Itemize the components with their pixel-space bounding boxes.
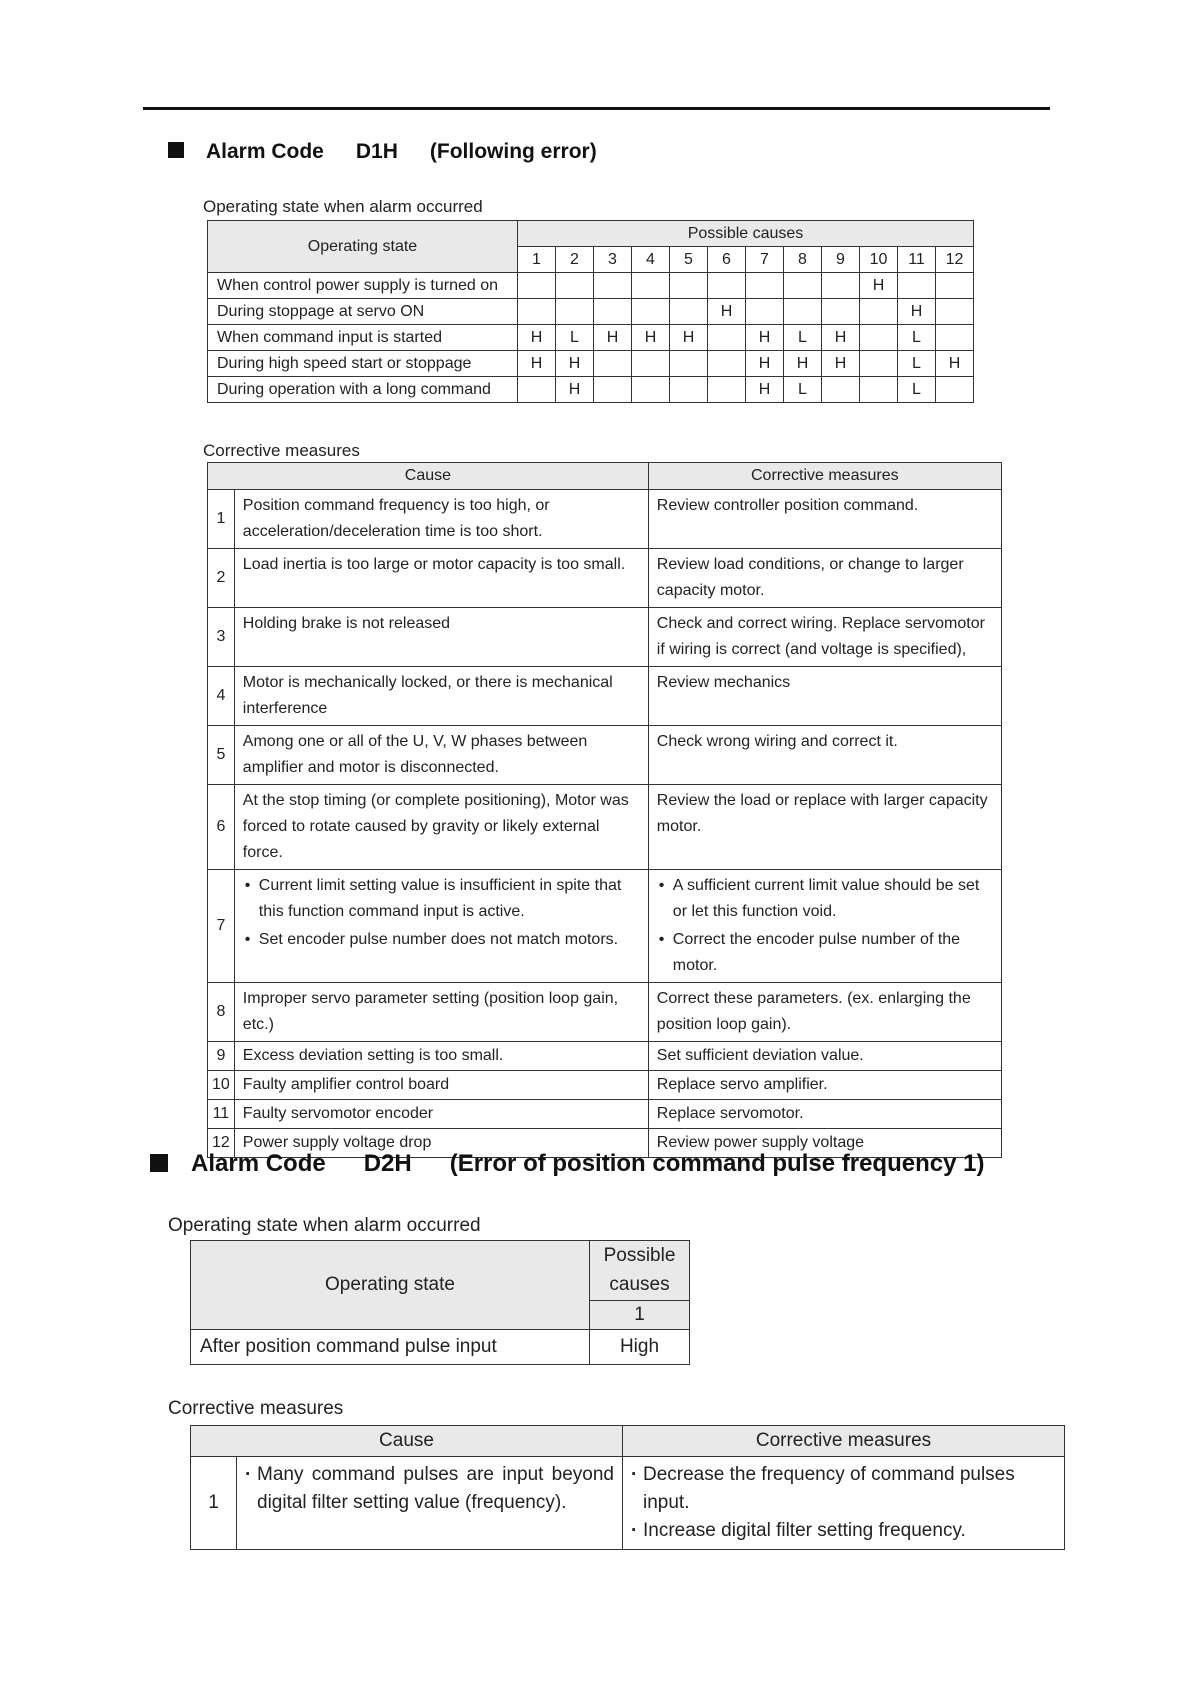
cause-cell: [234, 785, 648, 870]
cause-cell: H: [746, 351, 784, 377]
cause-cell: [556, 273, 594, 299]
cause-cell: H: [898, 299, 936, 325]
cause-cell: [594, 273, 632, 299]
row-number: 4: [208, 667, 235, 726]
cause-cell: H: [746, 377, 784, 403]
cell-text: Review controller position command.: [656, 497, 919, 514]
cause-cell: [936, 299, 974, 325]
top-rule: [143, 107, 1050, 110]
cell-text: Faulty amplifier control board: [242, 1076, 450, 1093]
row-number: 6: [208, 785, 235, 870]
cell-text: Review mechanics: [656, 674, 791, 691]
cause-cell: [898, 273, 936, 299]
d2h-desc: (Error of position command pulse frequency 1): [449, 1150, 985, 1177]
cause-cell: [936, 273, 974, 299]
cell-text: Check and correct wiring. Replace servomotor if wiring is correct (and voltage is specified),: [656, 615, 985, 658]
measure-cell: [648, 667, 1001, 726]
cause-cell: L: [784, 377, 822, 403]
row-number: 3: [208, 608, 235, 667]
d2h-op-caption: Operating state when alarm occurred: [168, 1215, 481, 1236]
table-row: [208, 667, 1002, 726]
cause-cell: H: [518, 351, 556, 377]
cause-cell: [670, 377, 708, 403]
cause-cell: [234, 1100, 648, 1129]
d2h-row-state: After position command pulse input: [191, 1330, 590, 1365]
causes-header: Possible causes: [518, 221, 974, 247]
cause-cell: [234, 1071, 648, 1100]
cause-number-4: 4: [632, 247, 670, 273]
cause-cell: [670, 273, 708, 299]
cell-text: Review the load or replace with larger capacity motor.: [656, 792, 988, 835]
cause-cell: [632, 377, 670, 403]
cell-text: Set sufficient deviation value.: [656, 1047, 864, 1064]
cell-text: Among one or all of the U, V, W phases between amplifier and motor is disconnected.: [242, 733, 588, 776]
cell-text: Review load conditions, or change to larger capacity motor.: [656, 556, 964, 599]
cause-cell: [234, 549, 648, 608]
cause-cell: [556, 299, 594, 325]
operating-state-label: When control power supply is turned on: [208, 273, 518, 299]
d2h-measures-header: Corrective measures: [623, 1426, 1065, 1457]
d2h-label: Alarm Code: [191, 1150, 326, 1177]
cause-cell: H: [784, 351, 822, 377]
cause-number-7: 7: [746, 247, 784, 273]
d2h-heading: [150, 1150, 984, 1178]
table-row: [208, 870, 1002, 983]
row-number: 12: [208, 1129, 235, 1158]
measure-cell: [648, 1042, 1001, 1071]
table-row: [208, 299, 974, 325]
d1h-op-caption: Operating state when alarm occurred: [203, 197, 483, 216]
cause-header: Cause: [208, 463, 649, 490]
row-number: 11: [208, 1100, 235, 1129]
measure-cell: [648, 1100, 1001, 1129]
measure-cell: [648, 983, 1001, 1042]
table-row: [208, 608, 1002, 667]
d2h-causes-header-1: Possible: [603, 1245, 676, 1267]
measure-cell: [648, 870, 1001, 983]
cause-cell: [234, 490, 648, 549]
operating-state-label: During operation with a long command: [208, 377, 518, 403]
cause-cell: H: [822, 351, 860, 377]
cell-text: Review power supply voltage: [656, 1134, 865, 1151]
row-number: 5: [208, 726, 235, 785]
cause-cell: [234, 983, 648, 1042]
table-row: [208, 351, 974, 377]
row-number: 1: [208, 490, 235, 549]
table-row: [208, 1100, 1002, 1129]
cause-cell: L: [898, 351, 936, 377]
cause-number-10: 10: [860, 247, 898, 273]
cause-cell: H: [556, 351, 594, 377]
cause-cell: L: [556, 325, 594, 351]
d1h-heading: [168, 140, 597, 164]
d2h-cause-line2: digital filter setting value (frequency).: [257, 1492, 567, 1513]
cause-cell: [234, 667, 648, 726]
cause-cell: [594, 299, 632, 325]
cause-number-12: 12: [936, 247, 974, 273]
cause-cell: [860, 325, 898, 351]
cause-cell: L: [784, 325, 822, 351]
cause-cell: H: [556, 377, 594, 403]
cause-cell: [860, 351, 898, 377]
cause-cell: [746, 273, 784, 299]
cause-cell: H: [594, 325, 632, 351]
cause-number-6: 6: [708, 247, 746, 273]
measure-cell: [648, 785, 1001, 870]
cause-cell: [632, 299, 670, 325]
cause-cell: [708, 377, 746, 403]
d2h-measure-cell: [623, 1457, 1065, 1550]
cell-text: Improper servo parameter setting (position loop gain, etc.): [242, 990, 619, 1033]
cell-text: Replace servomotor.: [656, 1105, 804, 1122]
cause-cell: L: [898, 325, 936, 351]
cell-text: At the stop timing (or complete positioning), Motor was forced to rotate caused by gravity or likely external force.: [242, 792, 629, 861]
table-row: [208, 377, 974, 403]
d1h-corrective-measures-table: [207, 462, 1002, 1158]
cause-cell: [670, 351, 708, 377]
d1h-desc: (Following error): [429, 140, 597, 163]
cell-text: Excess deviation setting is too small.: [242, 1047, 504, 1064]
d2h-cause-line1: · Many command pulses are input beyond: [245, 1461, 614, 1489]
d2h-cause-header: Cause: [191, 1426, 623, 1457]
cause-cell: [518, 377, 556, 403]
cell-text: Power supply voltage drop: [242, 1134, 432, 1151]
table-row: [208, 325, 974, 351]
cause-cell: H: [518, 325, 556, 351]
cause-cell: [822, 299, 860, 325]
cause-number-2: 2: [556, 247, 594, 273]
row-number: 8: [208, 983, 235, 1042]
cause-cell: H: [936, 351, 974, 377]
square-bullet-icon: [150, 1154, 168, 1172]
row-number: 2: [208, 549, 235, 608]
operating-state-label: During high speed start or stoppage: [208, 351, 518, 377]
table-row: [208, 273, 974, 299]
cause-cell: [936, 377, 974, 403]
bullet-text: • Current limit setting value is insufficient in spite that this function command input is active.: [243, 873, 640, 925]
cause-cell: [518, 299, 556, 325]
cause-number-3: 3: [594, 247, 632, 273]
cell-text: Position command frequency is too high, or acceleration/deceleration time is too short.: [242, 497, 550, 540]
cause-number-9: 9: [822, 247, 860, 273]
cause-cell: [234, 870, 648, 983]
row-number: 10: [208, 1071, 235, 1100]
cause-cell: [594, 377, 632, 403]
cause-cell: [234, 1042, 648, 1071]
cause-cell: L: [898, 377, 936, 403]
cause-cell: [708, 273, 746, 299]
measure-cell: [648, 608, 1001, 667]
bullet-text: • Set encoder pulse number does not match motors.: [243, 927, 640, 953]
cause-cell: [234, 608, 648, 667]
table-row: [208, 983, 1002, 1042]
cell-text: Motor is mechanically locked, or there is mechanical interference: [242, 674, 613, 717]
d2h-measure-1: · Decrease the frequency of command pulses input.: [631, 1461, 1056, 1517]
cause-cell: [234, 726, 648, 785]
cause-cell: H: [632, 325, 670, 351]
cause-cell: [860, 377, 898, 403]
cause-cell: [708, 325, 746, 351]
cause-cell: [632, 351, 670, 377]
cell-text: Holding brake is not released: [242, 615, 451, 632]
measure-cell: [648, 726, 1001, 785]
cell-text: Load inertia is too large or motor capacity is too small.: [242, 556, 626, 573]
measure-cell: [648, 549, 1001, 608]
table-row: [208, 785, 1002, 870]
d2h-corrective-measures-table: [190, 1425, 1065, 1550]
d2h-cause-cell: [237, 1457, 623, 1550]
table-row: [208, 726, 1002, 785]
cause-cell: [518, 273, 556, 299]
d2h-cause-number: 1: [590, 1300, 690, 1329]
cell-text: Replace servo amplifier.: [656, 1076, 828, 1093]
square-bullet-icon: [168, 142, 184, 158]
measures-header: Corrective measures: [648, 463, 1001, 490]
cause-cell: [936, 325, 974, 351]
d2h-operating-state-table: [190, 1240, 690, 1365]
cause-cell: [784, 273, 822, 299]
d2h-measure-2: · Increase digital filter setting frequency.: [631, 1517, 1056, 1545]
operating-state-label: When command input is started: [208, 325, 518, 351]
cause-cell: H: [670, 325, 708, 351]
row-number: 9: [208, 1042, 235, 1071]
table-row: [208, 1042, 1002, 1071]
cause-cell: H: [822, 325, 860, 351]
cause-number-1: 1: [518, 247, 556, 273]
cell-text: Check wrong wiring and correct it.: [656, 733, 898, 750]
measure-cell: [648, 1071, 1001, 1100]
bullet-text: • A sufficient current limit value should be set or let this function void.: [657, 873, 993, 925]
cause-cell: [708, 351, 746, 377]
cause-cell: [594, 351, 632, 377]
cell-text: Correct these parameters. (ex. enlarging the position loop gain).: [656, 990, 971, 1033]
cell-text: Faulty servomotor encoder: [242, 1105, 434, 1122]
cause-number-5: 5: [670, 247, 708, 273]
cause-number-8: 8: [784, 247, 822, 273]
d2h-code: D2H: [363, 1150, 412, 1177]
operating-state-label: During stoppage at servo ON: [208, 299, 518, 325]
table-row: [208, 490, 1002, 549]
cause-cell: [860, 299, 898, 325]
cause-cell: [822, 273, 860, 299]
d2h-row-number: 1: [191, 1457, 237, 1550]
table-row: [208, 549, 1002, 608]
d1h-operating-state-table: [207, 220, 974, 403]
d2h-causes-header: [590, 1241, 690, 1301]
cause-cell: H: [708, 299, 746, 325]
cause-cell: H: [860, 273, 898, 299]
cause-cell: [822, 377, 860, 403]
bullet-text: • Correct the encoder pulse number of the motor.: [657, 927, 993, 979]
cause-cell: [670, 299, 708, 325]
d1h-label: Alarm Code: [206, 140, 324, 163]
row-number: 7: [208, 870, 235, 983]
cause-cell: H: [746, 325, 784, 351]
cause-number-11: 11: [898, 247, 936, 273]
cause-cell: [784, 299, 822, 325]
d2h-causes-header-2: causes: [609, 1274, 670, 1296]
d2h-row-value: High: [590, 1330, 690, 1365]
cause-cell: [746, 299, 784, 325]
state-header: Operating state: [208, 221, 518, 273]
d2h-cm-caption: Corrective measures: [168, 1398, 344, 1419]
d1h-code: D1H: [355, 140, 398, 163]
d1h-cm-caption: Corrective measures: [203, 441, 360, 460]
measure-cell: [648, 490, 1001, 549]
d2h-state-header: Operating state: [191, 1241, 590, 1330]
table-row: [208, 1071, 1002, 1100]
cause-cell: [632, 273, 670, 299]
